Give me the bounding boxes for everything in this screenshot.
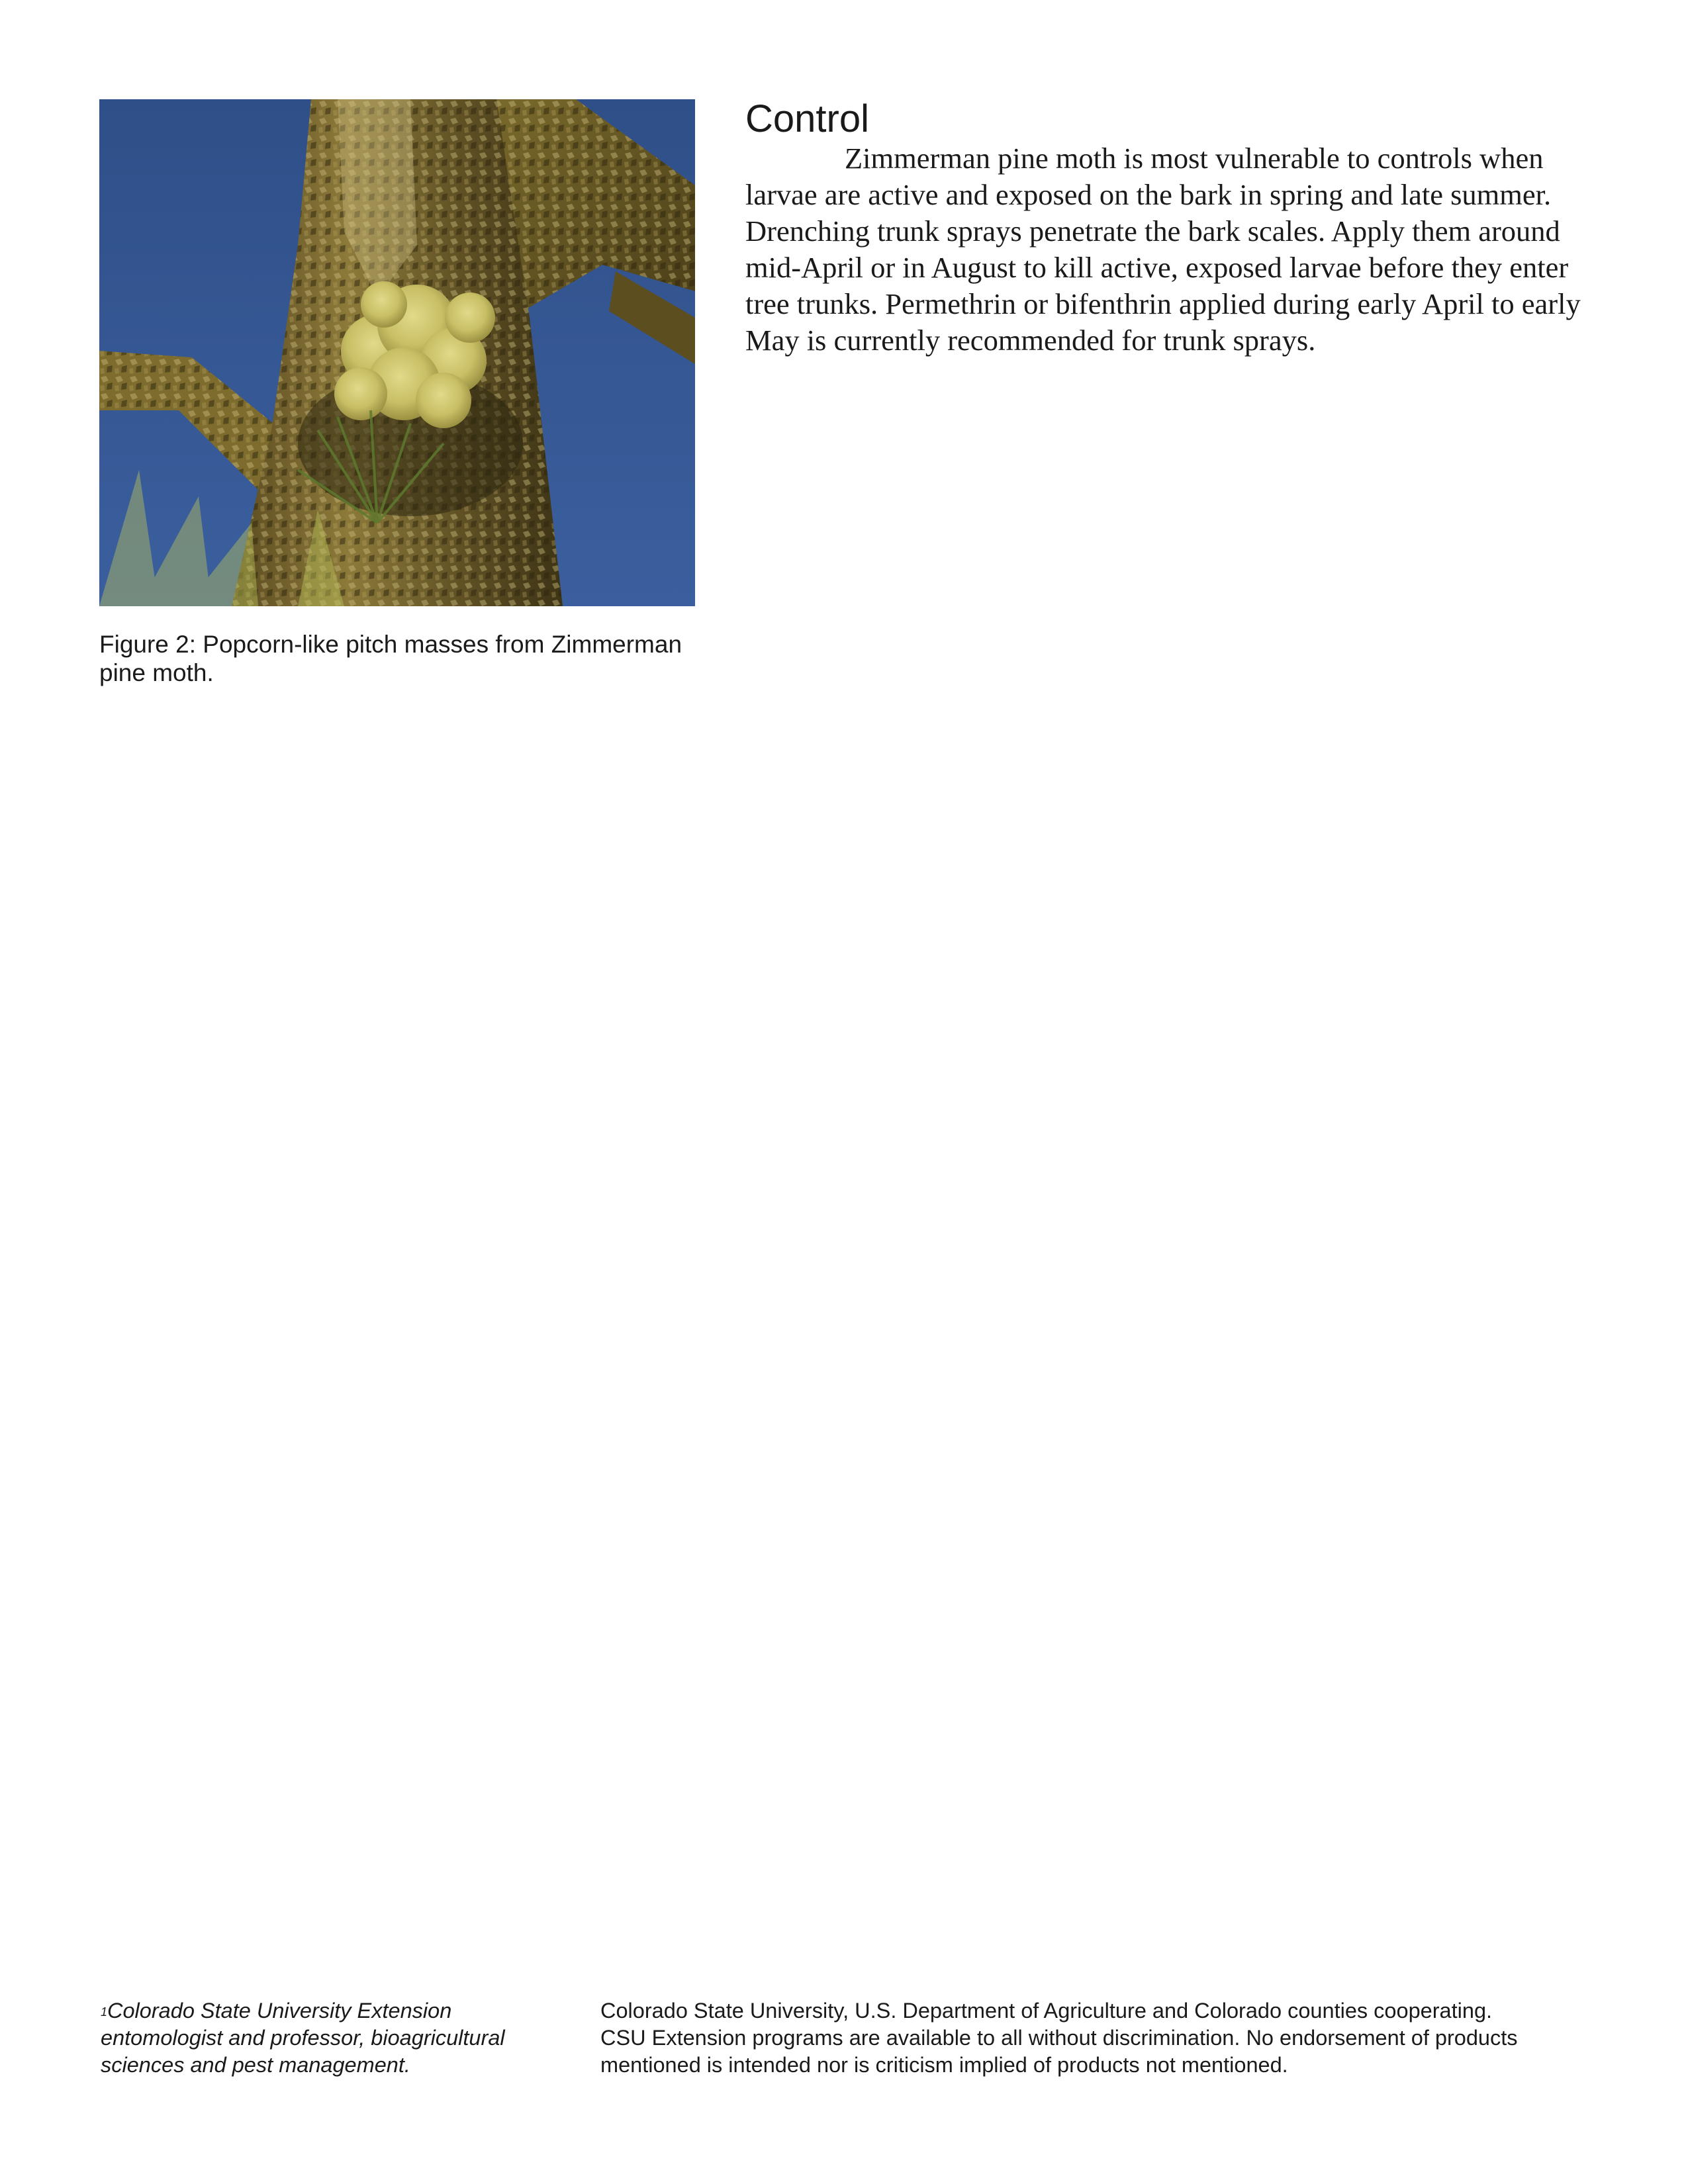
pine-trunk-pitch-mass-photo [99,99,695,606]
footnote-marker: 1 [101,2005,108,2019]
disclaimer-line: mentioned is intended nor is criticism implied of products not mentioned. [600,2053,1288,2077]
control-section [745,98,1599,359]
section-heading: Control [745,97,869,140]
disclaimer-line: Colorado State University, U.S. Department of Agriculture and Colorado counties cooperating. [600,1999,1493,2023]
disclaimer-line: CSU Extension programs are available to all without discrimination. No endorsement of products [600,2026,1518,2050]
figure-2 [99,99,695,687]
footnote-text: Colorado State University Extension entomologist and professor, bioagricultural sciences and pest management. [101,1999,505,2077]
extension-disclaimer [600,1997,1593,2079]
figure-caption: Figure 2: Popcorn-like pitch masses from Zimmerman pine moth. [99,631,682,686]
author-footnote [101,1997,551,2079]
section-paragraph: Zimmerman pine moth is most vulnerable to controls when larvae are active and exposed on the bark in spring and late summer. Drenching trunk sprays penetrate the bark scales. Apply them around mid-April or in August to kill active, exposed larvae before they enter tree trunks. Permethrin or bifenthrin applied during early April to early May is currently recommended for trunk sprays. [745,142,1581,357]
